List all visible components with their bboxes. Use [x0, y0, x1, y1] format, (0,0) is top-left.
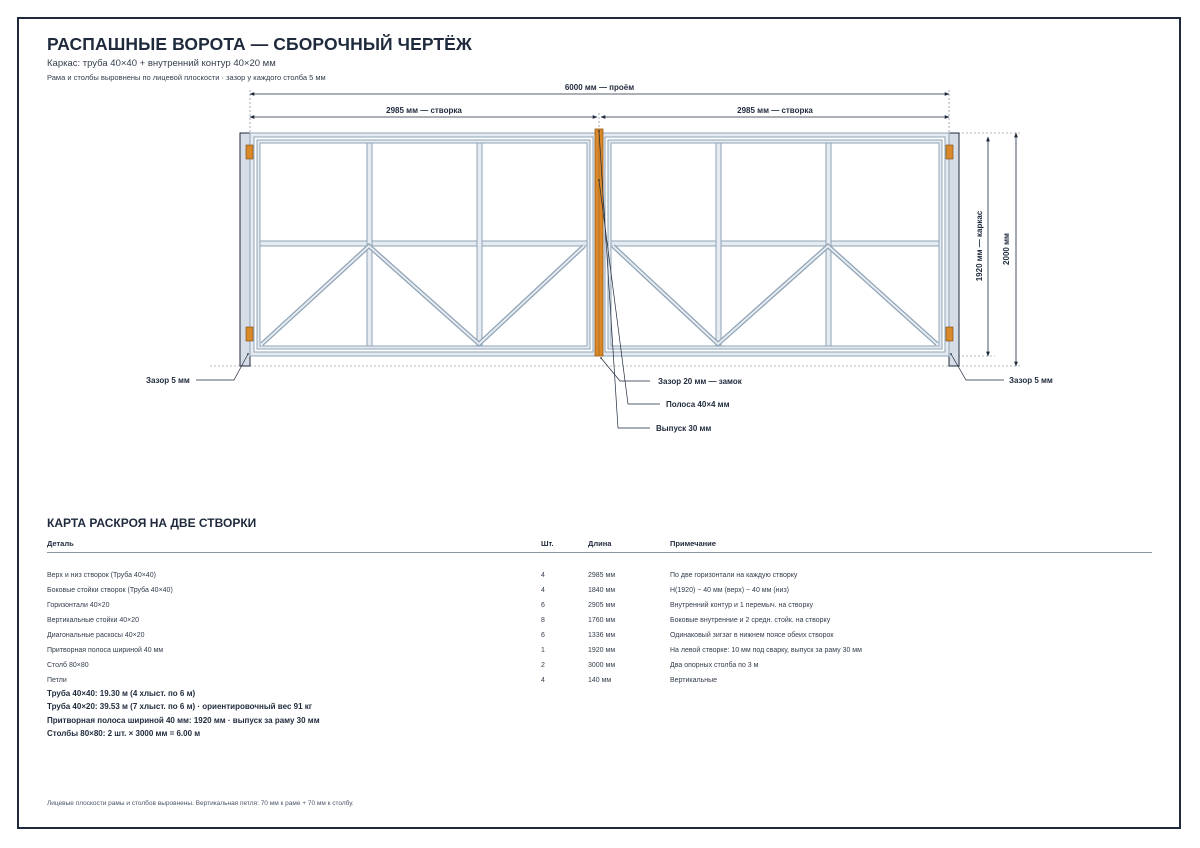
hinge-right-bottom	[946, 327, 953, 341]
cell-part: Верх и низ створок (Труба 40×40)	[47, 572, 156, 579]
dim-opening-label: 6000 мм — проём	[564, 83, 635, 92]
summary-closing-strip: Притворная полоса шириной 40 мм: 1920 мм · выпуск за раму 30 мм	[47, 715, 320, 725]
cell-note: Боковые внутренние и 2 средн. стойк. на створку	[670, 617, 831, 624]
cell-qty: 4	[541, 572, 545, 579]
cell-qty: 6	[541, 632, 545, 639]
dim-leaf-left-label: 2985 мм — створка	[386, 106, 462, 115]
cell-note: На левой створке: 10 мм под сварку, выпуск за раму 30 мм	[670, 647, 862, 654]
cell-note: Два опорных столба по 3 м	[670, 662, 759, 669]
dimension-leaf-right	[601, 106, 949, 117]
summary-pipe-40x40: Труба 40×40: 19.30 м (4 хлыст. по 6 м)	[47, 689, 196, 698]
material-summary	[47, 687, 320, 740]
cell-length: 140 мм	[588, 677, 612, 684]
table-row	[47, 598, 1152, 613]
hinge-left-top	[246, 145, 253, 159]
left-leaf-stile-2	[477, 143, 482, 346]
right-leaf-crossbar	[611, 241, 939, 246]
col-header-length: Длина	[588, 534, 670, 553]
table-row	[47, 628, 1152, 643]
col-header-part: Деталь	[47, 534, 541, 553]
cell-note: Вертикальные	[670, 677, 718, 684]
cell-part: Притворная полоса шириной 40 мм	[47, 647, 164, 654]
cell-note: Одинаковый зигзаг в нижнем поясе обеих створок	[670, 632, 834, 639]
cell-length: 2985 мм	[588, 572, 616, 579]
right-leaf-diagonals	[613, 246, 937, 344]
cell-part: Боковые стойки створок (Труба 40×40)	[47, 587, 173, 594]
left-leaf-crossbar	[260, 241, 587, 246]
dim-total-height-label: 2000 мм	[1002, 233, 1011, 265]
callout-strip: Полоса 40×4 мм	[666, 400, 730, 409]
summary-pipe-40x20: Труба 40×20: 39.53 м (7 хлыст. по 6 м) · ориентировочный вес 91 кг	[47, 702, 313, 712]
right-leaf	[601, 133, 949, 356]
cell-length: 1760 мм	[588, 617, 616, 624]
dim-frame-height-label: 1920 мм — каркас	[975, 210, 984, 282]
cell-part: Столб 80×80	[47, 662, 89, 669]
cell-part: Петли	[47, 677, 67, 684]
cell-note: Внутренний контур и 1 перемыч. на створку	[670, 602, 813, 609]
table-row	[47, 658, 1152, 673]
hinge-right-top	[946, 145, 953, 159]
dimension-leaf-left	[250, 106, 597, 117]
extension-lines	[210, 90, 1022, 366]
callout-lock-gap: Зазор 20 мм — замок	[658, 377, 742, 386]
frame-subtitle: Каркас: труба 40×40 + внутренний контур 40×20 мм	[47, 58, 276, 69]
col-header-qty: Шт.	[541, 534, 588, 553]
cell-part: Горизонтали 40×20	[47, 602, 110, 609]
cell-length: 1840 мм	[588, 587, 616, 594]
cell-qty: 6	[541, 602, 545, 609]
footer-note: Лицевые плоскости рамы и столбов выровнены. Вертикальная петля: 70 мм к раме + 70 мм к столбу.	[47, 800, 354, 807]
left-leaf	[250, 133, 597, 356]
table-row	[47, 643, 1152, 658]
cell-note: H(1920) − 40 мм (верх) − 40 мм (низ)	[670, 587, 790, 594]
col-header-note: Примечание	[670, 534, 1152, 553]
dimension-opening	[250, 83, 949, 94]
table-row	[47, 583, 1152, 598]
callout-overhang: Выпуск 30 мм	[656, 424, 712, 433]
cell-part: Диагональные раскосы 40×20	[47, 632, 145, 639]
cell-note: По две горизонтали на каждую створку	[670, 572, 798, 579]
cell-length: 1920 мм	[588, 647, 616, 654]
cell-qty: 2	[541, 662, 545, 669]
alignment-subtitle: Рама и столбы выровнены по лицевой плоскости · зазор у каждого столба 5 мм	[47, 73, 326, 82]
table-row	[47, 673, 1152, 688]
cell-part: Вертикальные стойки 40×20	[47, 617, 140, 624]
callout-gap-left: Зазор 5 мм	[146, 376, 190, 385]
callout-gap-right: Зазор 5 мм	[1009, 376, 1053, 385]
cell-length: 1336 мм	[588, 632, 616, 639]
cut-map-header-row	[47, 534, 1152, 553]
cell-qty: 4	[541, 677, 545, 684]
drawing-title: РАСПАШНЫЕ ВОРОТА — СБОРОЧНЫЙ ЧЕРТЁЖ	[47, 34, 472, 54]
cut-map-title: КАРТА РАСКРОЯ НА ДВЕ СТВОРКИ	[47, 516, 257, 530]
table-row	[47, 613, 1152, 628]
cell-qty: 8	[541, 617, 545, 624]
hinge-left-bottom	[246, 327, 253, 341]
dimension-total-height	[1002, 133, 1016, 366]
cut-map-table	[47, 534, 1152, 688]
dimension-frame-height	[975, 137, 988, 356]
summary-posts: Столбы 80×80: 2 шт. × 3000 мм = 6.00 м	[47, 728, 201, 738]
cell-length: 2905 мм	[588, 602, 616, 609]
cell-length: 3000 мм	[588, 662, 616, 669]
dim-leaf-right-label: 2985 мм — створка	[737, 106, 813, 115]
table-row	[47, 568, 1152, 583]
cell-qty: 4	[541, 587, 545, 594]
cell-qty: 1	[541, 647, 545, 654]
right-leaf-stile-1	[716, 143, 721, 346]
